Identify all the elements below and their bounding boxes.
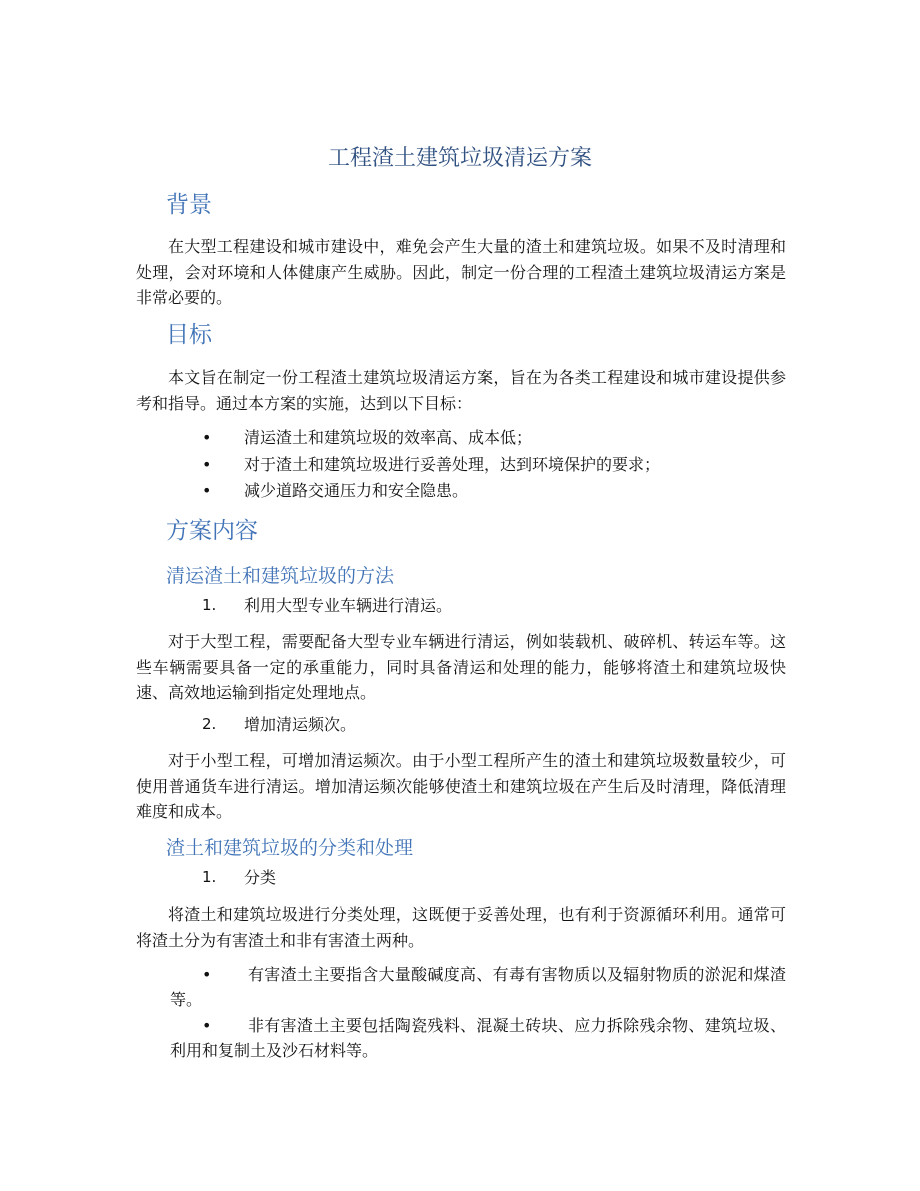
bullet-icon: •	[202, 481, 212, 500]
paragraph-classification: 将渣土和建筑垃圾进行分类处理，这既便于妥善处理，也有利于资源循环利用。通常可将渣土分为有害渣土和非有害渣土两种。	[136, 905, 786, 950]
list-item	[166, 962, 786, 1012]
numbered-item-text: 利用大型专业车辆进行清运。	[244, 596, 453, 615]
list-item-text: 减少道路交通压力和安全隐患。	[244, 481, 469, 500]
heading-background: 背景	[166, 192, 212, 218]
bullet-icon: •	[202, 428, 212, 447]
list-item-text: 对于渣土和建筑垃圾进行妥善处理，达到环境保护的要求；	[244, 455, 661, 474]
list-item-text: 有害渣土主要指含大量酸碱度高、有毒有害物质以及辐射物质的淤泥和煤渣等。	[170, 965, 786, 1009]
numbered-item-text: 分类	[244, 868, 277, 887]
numbered-item-text: 增加清运频次。	[244, 715, 357, 734]
paragraph-method-1: 对于大型工程，需要配备大型专业车辆进行清运，例如装载机、破碎机、转运车等。这些车辆需要具备一定的承重能力，同时具备清运和处理的能力，能够将渣土和建筑垃圾快速、高效地运输到指定处理地点。	[136, 632, 786, 702]
paragraph-background: 在大型工程建设和城市建设中，难免会产生大量的渣土和建筑垃圾。如果不及时清理和处理，会对环境和人体健康产生威胁。因此，制定一份合理的工程渣土建筑垃圾清运方案是非常必要的。	[136, 237, 786, 307]
subheading-methods: 清运渣土和建筑垃圾的方法	[166, 565, 395, 587]
bullet-icon: •	[202, 455, 212, 474]
item-number: 1.	[202, 596, 217, 614]
subheading-classification: 渣土和建筑垃圾的分类和处理	[166, 837, 414, 859]
paragraph-goal: 本文旨在制定一份工程渣土建筑垃圾清运方案，旨在为各类工程建设和城市建设提供参考和指导。通过本方案的实施，达到以下目标：	[136, 368, 786, 413]
bullet-icon: •	[202, 965, 212, 984]
item-number: 2.	[202, 715, 217, 733]
heading-goal: 目标	[166, 322, 212, 348]
item-number: 1.	[202, 868, 217, 886]
bullet-icon: •	[202, 1016, 212, 1035]
list-item-text: 非有害渣土主要包括陶瓷残料、混凝土砖块、应力拆除残余物、建筑垃圾、利用和复制土及沙石材料等。	[170, 1016, 786, 1060]
document-title: 工程渣土建筑垃圾清运方案	[327, 146, 592, 171]
heading-content: 方案内容	[166, 518, 258, 544]
list-item-text: 清运渣土和建筑垃圾的效率高、成本低；	[244, 428, 533, 447]
paragraph-method-2: 对于小型工程，可增加清运频次。由于小型工程所产生的渣土和建筑垃圾数量较少，可使用普通货车进行清运。增加清运频次能够使渣土和建筑垃圾在产生后及时清理，降低清理难度和成本。	[136, 751, 786, 821]
list-item	[166, 1013, 786, 1063]
